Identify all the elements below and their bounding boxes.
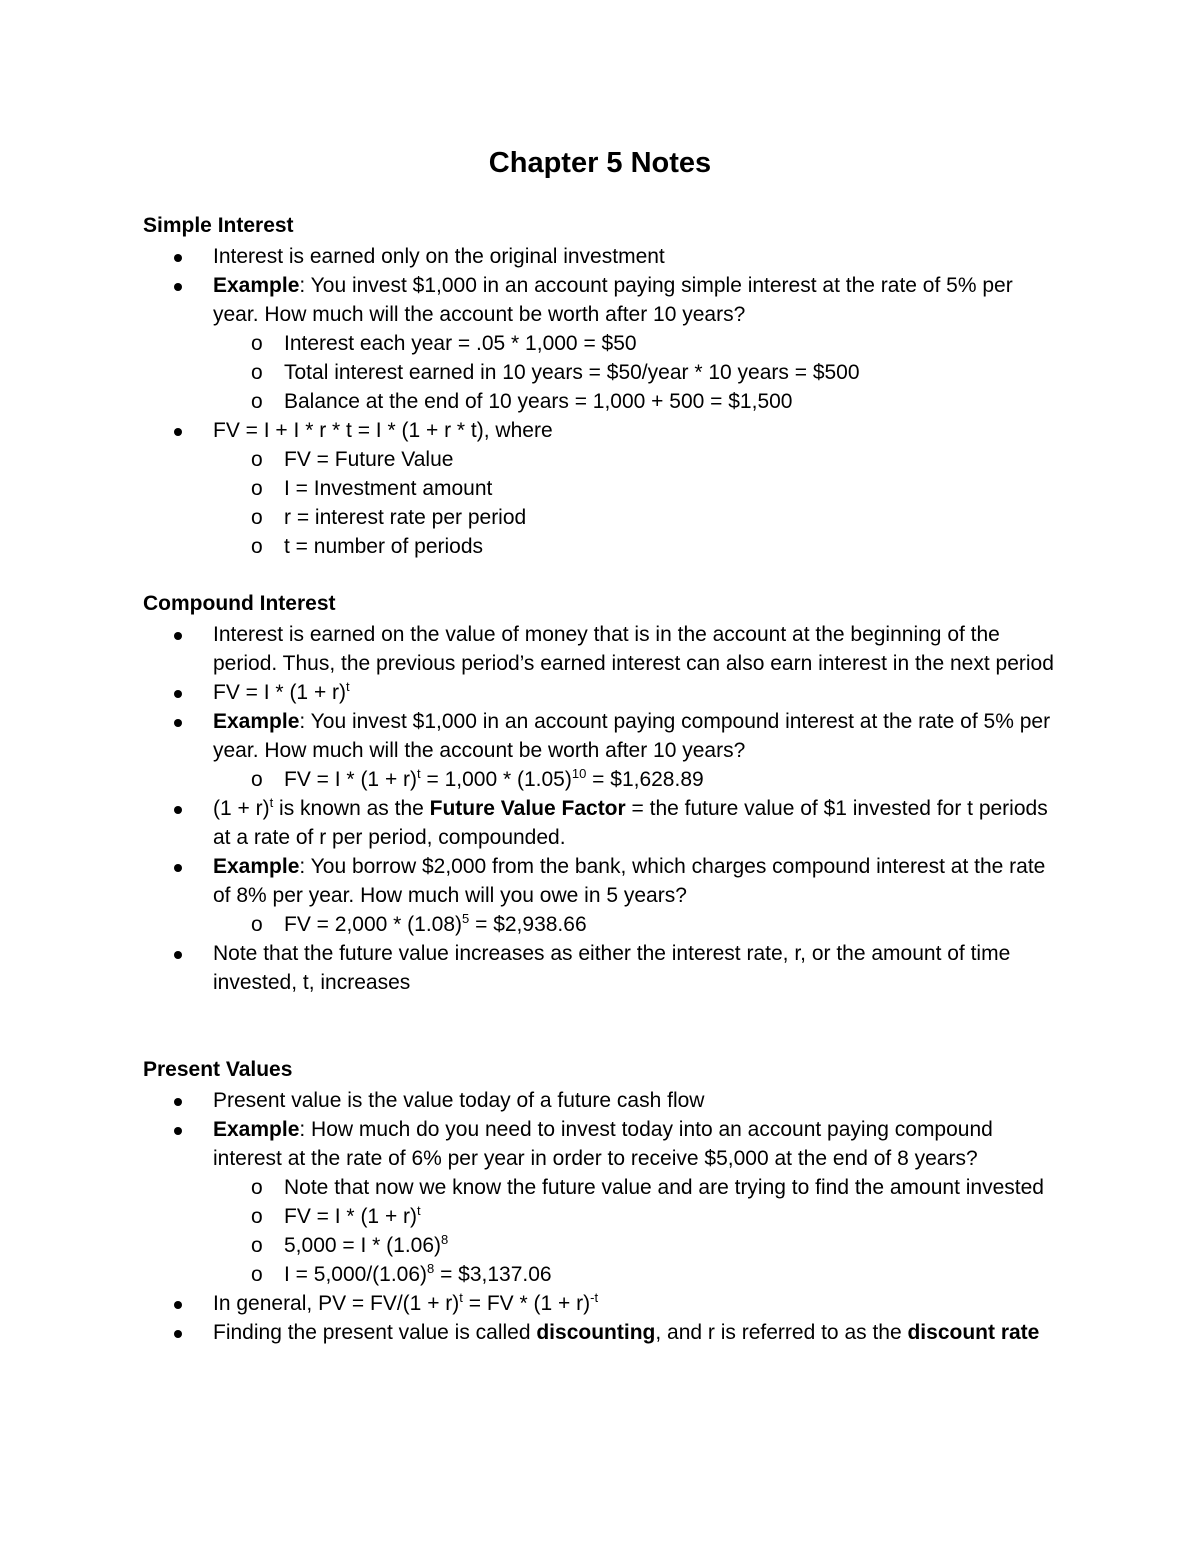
- exponent: t: [269, 795, 274, 810]
- item-text: FV = Future Value: [284, 448, 454, 471]
- bullet-icon: [174, 864, 182, 872]
- term-bold: discount rate: [907, 1321, 1040, 1344]
- item-text: Interest is earned only on the original investment: [213, 245, 665, 268]
- circle-bullet-icon: o: [251, 332, 263, 355]
- page-title: Chapter 5 Notes: [488, 147, 712, 179]
- exponent: 10: [571, 766, 587, 781]
- formula-text: = 1,000 * (1.05): [420, 768, 572, 791]
- item-text: : You borrow $2,000 from the bank, which charges compound interest at the rate of 8% per year. How much will you owe in 5 years?: [213, 855, 1046, 907]
- exponent: t: [459, 1290, 463, 1305]
- item-text: Balance at the end of 10 years = 1,000 + 500 = $1,500: [284, 390, 793, 413]
- bullet-icon: [174, 1127, 182, 1135]
- bullet-icon: [174, 283, 182, 291]
- exponent: t: [417, 766, 421, 781]
- item-text: = the future value of $1 invested for t periods at a rate of r per period, compounded.: [213, 797, 1048, 849]
- sub-list-item: [143, 1260, 1063, 1289]
- list-item: [143, 620, 1063, 678]
- exponent: 8: [441, 1232, 449, 1247]
- circle-bullet-icon: o: [251, 477, 263, 500]
- circle-bullet-icon: o: [251, 1176, 263, 1199]
- formula-text: 5,000 = I * (1.06): [284, 1234, 442, 1257]
- sub-list-item: [143, 1173, 1063, 1202]
- section-simple-interest: [143, 211, 1063, 561]
- bullet-icon: [174, 806, 182, 814]
- formula-text: In general, PV = FV/(1 + r): [213, 1292, 460, 1315]
- item-text: r = interest rate per period: [284, 506, 527, 529]
- list-item: [143, 707, 1063, 765]
- formula-text: FV = I * (1 + r): [284, 768, 418, 791]
- bullet-icon: [174, 951, 182, 959]
- list-item: [143, 1318, 1063, 1347]
- item-text: : You invest $1,000 in an account paying compound interest at the rate of 5% per year. How much will the account be worth after 10 years?: [213, 710, 1051, 762]
- item-text: Note that the future value increases as either the interest rate, r, or the amount of time invested, t, increases: [213, 942, 1011, 994]
- circle-bullet-icon: o: [251, 535, 263, 558]
- sub-list-item: [143, 387, 1063, 416]
- formula-text: FV = I * (1 + r): [284, 1205, 418, 1228]
- exponent: t: [417, 1203, 421, 1218]
- exponent: t: [346, 679, 350, 694]
- circle-bullet-icon: o: [251, 361, 263, 384]
- formula-text: = $2,938.66: [469, 913, 587, 936]
- item-text: is known as the: [273, 797, 430, 820]
- list-item: [143, 852, 1063, 910]
- list-item: [143, 939, 1063, 997]
- bullet-icon: [174, 719, 182, 727]
- circle-bullet-icon: o: [251, 390, 263, 413]
- formula-text: = FV * (1 + r): [462, 1292, 591, 1315]
- list-item: [143, 794, 1063, 852]
- exponent: 8: [427, 1261, 435, 1276]
- list-item: [143, 416, 1063, 445]
- circle-bullet-icon: o: [251, 913, 263, 936]
- list-item: [143, 1115, 1063, 1173]
- section-heading: Present Values: [143, 1058, 293, 1081]
- circle-bullet-icon: o: [251, 506, 263, 529]
- exponent: 5: [462, 911, 470, 926]
- section-heading: Simple Interest: [143, 214, 294, 237]
- list-item: [143, 678, 1063, 707]
- sub-list-item: [143, 503, 1063, 532]
- section-present-values: [143, 1055, 1063, 1347]
- formula-text: = $1,628.89: [586, 768, 704, 791]
- circle-bullet-icon: o: [251, 768, 263, 791]
- exponent: -t: [590, 1290, 599, 1305]
- bullet-icon: [174, 1301, 182, 1309]
- item-text: , and r is referred to as the: [655, 1321, 908, 1344]
- item-text: Total interest earned in 10 years = $50/year * 10 years = $500: [284, 361, 860, 384]
- item-text: Interest each year = .05 * 1,000 = $50: [284, 332, 637, 355]
- bullet-icon: [174, 690, 182, 698]
- bullet-icon: [174, 1098, 182, 1106]
- item-text: Interest is earned on the value of money that is in the account at the beginning of the period. Thus, the previous period’s earned interest can also earn interest in the next period: [213, 623, 1054, 675]
- term-bold: discounting: [536, 1321, 656, 1344]
- formula-text: FV = 2,000 * (1.08): [284, 913, 463, 936]
- sub-list-item: [143, 1202, 1063, 1231]
- sub-list-item: [143, 1231, 1063, 1260]
- bullet-icon: [174, 632, 182, 640]
- bullet-icon: [174, 428, 182, 436]
- sub-list-item: [143, 474, 1063, 503]
- item-text: : How much do you need to invest today into an account paying compound interest at the rate of 6% per year in order to receive $5,000 at the end of 8 years?: [213, 1118, 993, 1170]
- item-text: Finding the present value is called: [213, 1321, 537, 1344]
- sub-list-item: [143, 765, 1063, 794]
- circle-bullet-icon: o: [251, 448, 263, 471]
- sub-list-item: [143, 358, 1063, 387]
- example-label: Example: [213, 1118, 300, 1141]
- example-label: Example: [213, 855, 300, 878]
- list-item: [143, 271, 1063, 329]
- section-heading: Compound Interest: [143, 592, 336, 615]
- item-text: t = number of periods: [284, 535, 484, 558]
- circle-bullet-icon: o: [251, 1205, 263, 1228]
- term-bold: Future Value Factor: [429, 797, 626, 820]
- item-text: Present value is the value today of a future cash flow: [213, 1089, 705, 1112]
- sub-list-item: [143, 445, 1063, 474]
- formula-text: = $3,137.06: [434, 1263, 552, 1286]
- item-text: Note that now we know the future value and are trying to find the amount invested: [284, 1176, 1044, 1199]
- list-item: [143, 1086, 1063, 1115]
- bullet-icon: [174, 254, 182, 262]
- formula-text: FV = I * (1 + r): [213, 681, 347, 704]
- sub-list-item: [143, 532, 1063, 561]
- item-text: : You invest $1,000 in an account paying simple interest at the rate of 5% per year. How much will the account be worth after 10 years?: [213, 274, 1013, 326]
- circle-bullet-icon: o: [251, 1234, 263, 1257]
- bullet-icon: [174, 1330, 182, 1338]
- sub-list-item: [143, 910, 1063, 939]
- formula-text: I = 5,000/(1.06): [284, 1263, 428, 1286]
- circle-bullet-icon: o: [251, 1263, 263, 1286]
- section-compound-interest: [143, 589, 1063, 997]
- formula-text: (1 + r): [213, 797, 270, 820]
- item-text: I = Investment amount: [284, 477, 493, 500]
- example-label: Example: [213, 274, 300, 297]
- list-item: [143, 1289, 1063, 1318]
- list-item: [143, 242, 1063, 271]
- sub-list-item: [143, 329, 1063, 358]
- item-text: FV = I + I * r * t = I * (1 + r * t), where: [213, 419, 553, 442]
- example-label: Example: [213, 710, 300, 733]
